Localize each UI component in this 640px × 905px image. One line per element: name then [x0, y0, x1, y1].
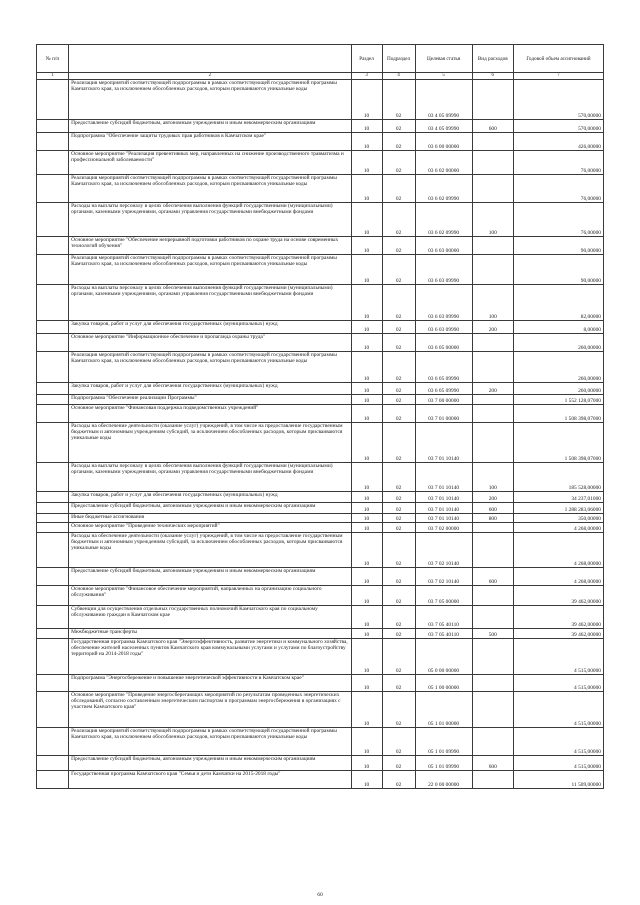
- row-section: 10: [351, 334, 382, 352]
- table-row: [37, 175, 604, 203]
- row-expense-type: 600: [472, 756, 513, 771]
- row-amount: 90,00000: [513, 255, 603, 285]
- table-row: [37, 568, 604, 586]
- row-subsection: 02: [382, 639, 415, 675]
- header-name: [69, 45, 351, 73]
- row-target-article: 05 1 01 09990: [415, 728, 472, 756]
- row-target-article: 03 7 02 10140: [415, 533, 472, 568]
- row-number: [37, 321, 69, 334]
- row-target-article: 05 1 01 00000: [415, 692, 472, 728]
- row-amount: 260,00000: [513, 334, 603, 352]
- row-number: [37, 523, 69, 533]
- row-number: [37, 237, 69, 255]
- row-section: 10: [351, 203, 382, 237]
- row-section: 10: [351, 133, 382, 151]
- row-number: [37, 463, 69, 492]
- table-row: [37, 606, 604, 629]
- row-number: [37, 395, 69, 405]
- row-section: 10: [351, 728, 382, 756]
- row-amount: 570,00000: [513, 80, 603, 120]
- row-section: 10: [351, 255, 382, 285]
- row-amount: 4 515,00000: [513, 675, 603, 692]
- row-description: Основное мероприятие "Обеспечение непрерывной подготовки работников по охране труда на основе современных технологий обучения": [69, 237, 351, 255]
- column-number: 7: [513, 73, 603, 80]
- row-description: Основное мероприятие "Финансовая поддержка подведомственных учреждений": [69, 405, 351, 423]
- row-amount: 1 508 398,07000: [513, 405, 603, 423]
- row-section: 10: [351, 151, 382, 175]
- row-description: Субвенции для осуществления отдельных государственных полномочий Камчатского края по социальному обслуживанию граждан в Камчатском крае: [69, 606, 351, 629]
- table-row: [37, 692, 604, 728]
- row-description: Основное мероприятие "Реализация превентивных мер, направленных на снижение производственного травматизма и профессиональной заболеваемости": [69, 151, 351, 175]
- row-expense-type: [472, 237, 513, 255]
- row-number: [37, 533, 69, 568]
- table-row: [37, 80, 604, 120]
- row-section: 10: [351, 492, 382, 503]
- row-subsection: 02: [382, 423, 415, 463]
- row-subsection: 02: [382, 514, 415, 523]
- table-row: [37, 629, 604, 639]
- row-number: [37, 503, 69, 514]
- table-row: [37, 334, 604, 352]
- row-expense-type: [472, 728, 513, 756]
- row-section: 10: [351, 321, 382, 334]
- row-amount: 4 268,00000: [513, 533, 603, 568]
- row-subsection: 02: [382, 533, 415, 568]
- row-target-article: 03 4 05 09990: [415, 120, 472, 133]
- table-row: [37, 728, 604, 756]
- header-expense-type: Вид расходов: [472, 45, 513, 73]
- row-description: Предоставление субсидий бюджетным, автономным учреждениям и иным некоммерческим организациям: [69, 120, 351, 133]
- row-section: 10: [351, 514, 382, 523]
- row-section: 10: [351, 405, 382, 423]
- row-description: Государственная программа Камчатского края "Энергоэффективность, развитие энергетики и коммунального хозяйства, обеспечение жителей населенных пунктов Камчатского края коммунальными услугами и услугами по благоустройству территорий на 2014-2018 годы": [69, 639, 351, 675]
- row-target-article: 03 7 01 10140: [415, 514, 472, 523]
- row-subsection: 02: [382, 334, 415, 352]
- row-target-article: 03 6 05 09990: [415, 352, 472, 383]
- row-expense-type: 200: [472, 321, 513, 334]
- table-row: [37, 514, 604, 523]
- header-section: Раздел: [351, 45, 382, 73]
- row-number: [37, 203, 69, 237]
- row-amount: 4 515,00000: [513, 756, 603, 771]
- row-section: 10: [351, 352, 382, 383]
- row-description: Расходы на обеспечение деятельности (оказание услуг) учреждений, в том числе на предоставление государственным бюджетным и автономным учреждениям субсидий, за исключением обособленных расходов, которым присваиваются уникальные коды: [69, 423, 351, 463]
- row-description: Закупка товаров, работ и услуг для обеспечения государственных (муниципальных) нужд: [69, 321, 351, 334]
- row-expense-type: [472, 675, 513, 692]
- table-row: [37, 203, 604, 237]
- row-section: 10: [351, 756, 382, 771]
- row-description: Реализация мероприятий соответствующей подпрограммы в рамках соответствующей государственной программы Камчатского края, за исключением обособленных расходов, которым присваиваются уникальные коды: [69, 175, 351, 203]
- row-description: Расходы на выплаты персоналу в целях обеспечения выполнения функций государственными (муниципальными) органами, казенными учреждениями, органами управления государственными внебюджетными фондами: [69, 463, 351, 492]
- row-number: [37, 675, 69, 692]
- row-subsection: 02: [382, 203, 415, 237]
- row-amount: 76,00000: [513, 203, 603, 237]
- row-expense-type: 800: [472, 514, 513, 523]
- row-amount: 1 552 128,07000: [513, 395, 603, 405]
- row-description: Основное мероприятие "Проведение технических мероприятий": [69, 523, 351, 533]
- row-expense-type: [472, 405, 513, 423]
- table-row: [37, 639, 604, 675]
- row-description: Расходы на обеспечение деятельности (оказание услуг) учреждений, в том числе на предоставление государственным бюджетным и автономным учреждениям субсидий, за исключением обособленных расходов, которым присваиваются уникальные коды: [69, 533, 351, 568]
- row-amount: 39 462,00000: [513, 606, 603, 629]
- table-row: [37, 463, 604, 492]
- row-subsection: 02: [382, 133, 415, 151]
- row-subsection: 02: [382, 352, 415, 383]
- row-section: 10: [351, 568, 382, 586]
- row-expense-type: [472, 523, 513, 533]
- row-section: 10: [351, 120, 382, 133]
- table-row: [37, 151, 604, 175]
- row-section: 10: [351, 771, 382, 789]
- column-number: 6: [472, 73, 513, 80]
- row-expense-type: [472, 606, 513, 629]
- row-description: Закупка товаров, работ и услуг для обеспечения государственных (муниципальных) нужд: [69, 383, 351, 395]
- row-target-article: 03 6 03 09990: [415, 255, 472, 285]
- row-number: [37, 692, 69, 728]
- row-amount: 8,00000: [513, 321, 603, 334]
- row-number: [37, 606, 69, 629]
- row-section: 10: [351, 503, 382, 514]
- row-amount: 11 509,00000: [513, 771, 603, 789]
- row-target-article: 03 6 03 00000: [415, 237, 472, 255]
- row-subsection: 02: [382, 606, 415, 629]
- row-description: Закупка товаров, работ и услуг для обеспечения государственных (муниципальных) нужд: [69, 492, 351, 503]
- row-expense-type: [472, 255, 513, 285]
- row-target-article: 03 6 00 00000: [415, 133, 472, 151]
- row-description: Реализация мероприятий соответствующей подпрограммы в рамках соответствующей государственной программы Камчатского края, за исключением обособленных расходов, которым присваиваются уникальные коды: [69, 255, 351, 285]
- row-subsection: 02: [382, 492, 415, 503]
- row-expense-type: 600: [472, 120, 513, 133]
- row-expense-type: [472, 80, 513, 120]
- row-target-article: 03 6 03 09990: [415, 285, 472, 321]
- table-row: [37, 255, 604, 285]
- row-subsection: 02: [382, 728, 415, 756]
- row-number: [37, 586, 69, 606]
- row-number: [37, 405, 69, 423]
- header-row: [37, 45, 604, 73]
- row-section: 10: [351, 80, 382, 120]
- row-expense-type: 100: [472, 285, 513, 321]
- row-section: 10: [351, 175, 382, 203]
- row-description: Реализация мероприятий соответствующей подпрограммы в рамках соответствующей государственной программы Камчатского края, за исключением обособленных расходов, которым присваиваются уникальные коды: [69, 352, 351, 383]
- row-amount: 76,00000: [513, 175, 603, 203]
- row-number: [37, 120, 69, 133]
- row-number: [37, 334, 69, 352]
- row-expense-type: [472, 533, 513, 568]
- row-section: 10: [351, 639, 382, 675]
- table-row: [37, 352, 604, 383]
- row-section: 10: [351, 383, 382, 395]
- row-target-article: 03 4 05 09990: [415, 80, 472, 120]
- row-target-article: 03 7 05 40110: [415, 629, 472, 639]
- row-number: [37, 771, 69, 789]
- row-amount: 4 515,00000: [513, 728, 603, 756]
- row-target-article: 22 0 00 00000: [415, 771, 472, 789]
- column-number: 2: [69, 73, 351, 80]
- row-number: [37, 423, 69, 463]
- row-expense-type: [472, 639, 513, 675]
- row-amount: 426,00000: [513, 133, 603, 151]
- row-number: [37, 352, 69, 383]
- row-amount: 1 508 398,07000: [513, 423, 603, 463]
- row-section: 10: [351, 606, 382, 629]
- table-row: [37, 285, 604, 321]
- row-number: [37, 133, 69, 151]
- row-subsection: 02: [382, 285, 415, 321]
- row-expense-type: 200: [472, 383, 513, 395]
- row-target-article: 03 7 02 10140: [415, 568, 472, 586]
- row-target-article: 03 6 05 00000: [415, 334, 472, 352]
- row-section: 10: [351, 692, 382, 728]
- row-number: [37, 492, 69, 503]
- row-description: Реализация мероприятий соответствующей подпрограммы в рамках соответствующей государственной программы Камчатского края, за исключением обособленных расходов, которым присваиваются уникальные коды: [69, 728, 351, 756]
- row-number: [37, 255, 69, 285]
- row-target-article: 05 0 00 00000: [415, 639, 472, 675]
- row-description: Предоставление субсидий бюджетным, автономным учреждениям и иным некоммерческим организациям: [69, 756, 351, 771]
- row-expense-type: 100: [472, 203, 513, 237]
- row-subsection: 02: [382, 568, 415, 586]
- table-row: [37, 503, 604, 514]
- row-section: 10: [351, 675, 382, 692]
- row-number: [37, 151, 69, 175]
- row-subsection: 02: [382, 405, 415, 423]
- table-body: [37, 80, 604, 789]
- row-expense-type: [472, 175, 513, 203]
- row-amount: 260,00000: [513, 383, 603, 395]
- row-subsection: 02: [382, 503, 415, 514]
- row-expense-type: 100: [472, 463, 513, 492]
- row-target-article: 03 7 01 00000: [415, 405, 472, 423]
- column-number: 3: [351, 73, 382, 80]
- row-section: 10: [351, 629, 382, 639]
- row-number: [37, 756, 69, 771]
- row-target-article: 05 1 01 09990: [415, 756, 472, 771]
- row-section: 10: [351, 285, 382, 321]
- row-amount: 185 528,00000: [513, 463, 603, 492]
- header-target: Целевая статья: [415, 45, 472, 73]
- row-target-article: 03 7 05 00000: [415, 586, 472, 606]
- row-amount: 39 462,00000: [513, 629, 603, 639]
- row-expense-type: 600: [472, 503, 513, 514]
- column-number: 4: [382, 73, 415, 80]
- row-amount: 4 515,00000: [513, 639, 603, 675]
- row-expense-type: [472, 692, 513, 728]
- row-description: Реализация мероприятий соответствующей подпрограммы в рамках соответствующей государственной программы Камчатского края, за исключением обособленных расходов, которым присваиваются уникальные коды: [69, 80, 351, 120]
- row-target-article: 03 7 01 10140: [415, 492, 472, 503]
- row-target-article: 03 7 02 00000: [415, 523, 472, 533]
- row-expense-type: [472, 771, 513, 789]
- table-row: [37, 321, 604, 334]
- row-description: Подпрограмма "Обеспечение реализации Программы": [69, 395, 351, 405]
- row-section: 10: [351, 237, 382, 255]
- table-row: [37, 675, 604, 692]
- table-row: [37, 523, 604, 533]
- row-section: 10: [351, 523, 382, 533]
- table-row: [37, 237, 604, 255]
- row-target-article: 03 6 02 00000: [415, 151, 472, 175]
- row-number: [37, 383, 69, 395]
- row-description: Подпрограмма "Обеспечение защиты трудовых прав работников в Камчатском крае": [69, 133, 351, 151]
- row-description: Государственная программа Камчатского края "Семья и дети Камчатки на 2015-2018 годы": [69, 771, 351, 789]
- row-target-article: 03 6 05 09990: [415, 383, 472, 395]
- row-target-article: 03 7 00 00000: [415, 395, 472, 405]
- table-row: [37, 586, 604, 606]
- budget-table: [36, 44, 604, 789]
- row-subsection: 02: [382, 255, 415, 285]
- row-section: 10: [351, 586, 382, 606]
- row-expense-type: [472, 133, 513, 151]
- row-description: Основное мероприятие "Проведение энергосберегающих мероприятий по результатам проведенных энергетических обследований, согласно составленным энергетическим паспортам и программам энергосбережения в организациях с участием Камчатского края": [69, 692, 351, 728]
- row-target-article: 05 1 00 00000: [415, 675, 472, 692]
- row-subsection: 02: [382, 523, 415, 533]
- column-number: 1: [37, 73, 69, 80]
- table-row: [37, 756, 604, 771]
- row-description: Предоставление субсидий бюджетным, автономным учреждениям и иным некоммерческим организациям: [69, 503, 351, 514]
- row-subsection: 02: [382, 463, 415, 492]
- row-section: 10: [351, 423, 382, 463]
- row-target-article: 03 7 01 10140: [415, 423, 472, 463]
- row-amount: 4 515,00000: [513, 692, 603, 728]
- row-subsection: 02: [382, 692, 415, 728]
- row-subsection: 02: [382, 629, 415, 639]
- row-amount: 570,00000: [513, 120, 603, 133]
- table-row: [37, 383, 604, 395]
- row-amount: 1 288 283,06000: [513, 503, 603, 514]
- column-number-row: [37, 73, 604, 80]
- row-expense-type: 200: [472, 492, 513, 503]
- row-description: Основное мероприятие "Информационное обеспечение и пропаганда охраны труда": [69, 334, 351, 352]
- row-number: [37, 80, 69, 120]
- table-row: [37, 771, 604, 789]
- row-subsection: 02: [382, 586, 415, 606]
- row-expense-type: 600: [472, 568, 513, 586]
- row-description: Подпрограмма "Энергосбережение и повышение энергетической эффективности в Камчатском крае": [69, 675, 351, 692]
- row-amount: 90,00000: [513, 237, 603, 255]
- row-subsection: 02: [382, 237, 415, 255]
- table-row: [37, 423, 604, 463]
- row-amount: 4 268,00000: [513, 568, 603, 586]
- table-row: [37, 120, 604, 133]
- row-subsection: 02: [382, 120, 415, 133]
- header-amount: Годовой объем ассигнований: [513, 45, 603, 73]
- row-target-article: 03 7 01 10140: [415, 503, 472, 514]
- header-number: № п/п: [37, 45, 69, 73]
- row-description: Предоставление субсидий бюджетным, автономным учреждениям и иным некоммерческим организациям: [69, 568, 351, 586]
- row-expense-type: 500: [472, 629, 513, 639]
- row-number: [37, 728, 69, 756]
- table-row: [37, 533, 604, 568]
- row-number: [37, 568, 69, 586]
- row-target-article: 03 6 03 09990: [415, 321, 472, 334]
- row-expense-type: [472, 334, 513, 352]
- row-subsection: 02: [382, 321, 415, 334]
- row-number: [37, 639, 69, 675]
- row-expense-type: [472, 586, 513, 606]
- row-description: Расходы на выплаты персоналу в целях обеспечения выполнения функций государственными (муниципальными) органами, казенными учреждениями, органами управления государственными внебюджетными фондами: [69, 285, 351, 321]
- row-subsection: 02: [382, 395, 415, 405]
- table-row: [37, 133, 604, 151]
- row-amount: 350,00000: [513, 514, 603, 523]
- header-subsection: Подраздел: [382, 45, 415, 73]
- table-row: [37, 405, 604, 423]
- row-amount: 82,00000: [513, 285, 603, 321]
- column-number: 5: [415, 73, 472, 80]
- table-row: [37, 492, 604, 503]
- row-target-article: 03 6 02 09990: [415, 175, 472, 203]
- row-subsection: 02: [382, 675, 415, 692]
- row-expense-type: [472, 423, 513, 463]
- row-number: [37, 514, 69, 523]
- row-description: Основное мероприятие "Финансовое обеспечение мероприятий, направленных на организацию социального обслуживания": [69, 586, 351, 606]
- row-number: [37, 285, 69, 321]
- page-number: 60: [317, 892, 323, 898]
- row-subsection: 02: [382, 383, 415, 395]
- row-description: Расходы на выплаты персоналу в целях обеспечения выполнения функций государственными (муниципальными) органами, казенными учреждениями, органами управления государственными внебюджетными фондами: [69, 203, 351, 237]
- row-expense-type: [472, 395, 513, 405]
- table-row: [37, 395, 604, 405]
- row-amount: 4 268,00000: [513, 523, 603, 533]
- row-number: [37, 629, 69, 639]
- row-section: 10: [351, 463, 382, 492]
- row-expense-type: [472, 151, 513, 175]
- row-subsection: 02: [382, 756, 415, 771]
- row-description: Иные бюджетные ассигнования: [69, 514, 351, 523]
- row-subsection: 02: [382, 80, 415, 120]
- row-amount: 34 237,01000: [513, 492, 603, 503]
- row-amount: 260,00000: [513, 352, 603, 383]
- row-amount: 76,00000: [513, 151, 603, 175]
- row-section: 10: [351, 395, 382, 405]
- row-number: [37, 175, 69, 203]
- row-expense-type: [472, 352, 513, 383]
- row-amount: 39 462,00000: [513, 586, 603, 606]
- row-description: Межбюджетные трансферты: [69, 629, 351, 639]
- row-section: 10: [351, 533, 382, 568]
- row-target-article: 03 7 05 40110: [415, 606, 472, 629]
- row-target-article: 03 7 01 10140: [415, 463, 472, 492]
- row-subsection: 02: [382, 151, 415, 175]
- row-subsection: 02: [382, 175, 415, 203]
- row-subsection: 02: [382, 771, 415, 789]
- row-target-article: 03 6 02 09990: [415, 203, 472, 237]
